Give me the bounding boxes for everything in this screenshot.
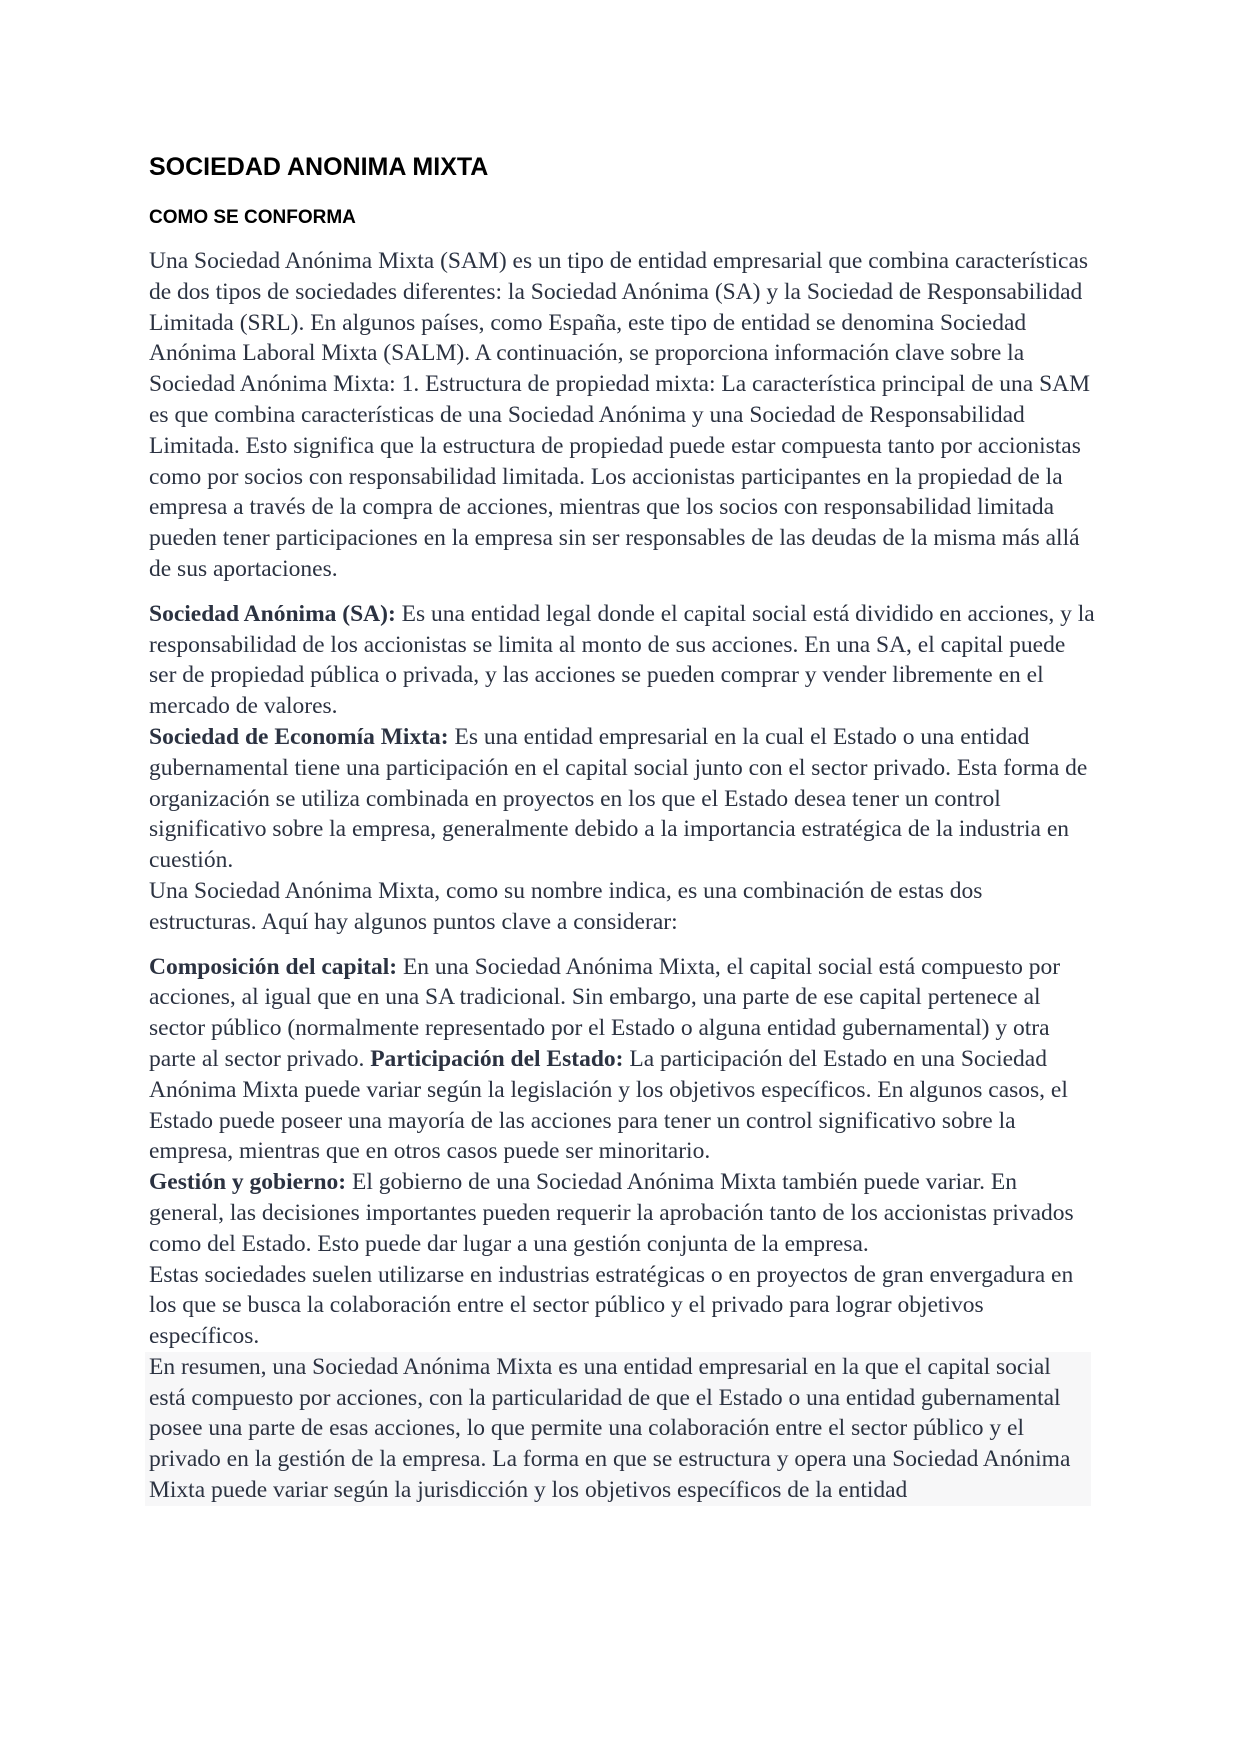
document-title: SOCIEDAD ANONIMA MIXTA [149, 153, 489, 181]
sa-text: Es una entidad legal donde el capital social está dividido en acciones, y la responsabilidad de los accionistas se limita al monto de sus acciones. En una SA, el capital puede ser de propiedad pública o privada, y las acciones se pueden comprar y vender libremente en el mercado de valores. [149, 600, 1095, 720]
document-body [149, 150, 1095, 1506]
spacer [149, 585, 1095, 599]
sa-paragraph [149, 599, 1095, 722]
management-paragraph [149, 1167, 1095, 1259]
intro-paragraph: Una Sociedad Anónima Mixta (SAM) es un tipo de entidad empresarial que combina características de dos tipos de sociedades diferentes: la Sociedad Anónima (SA) y la Sociedad de Responsabilidad Limitada (SRL). En algunos países, como España, este tipo de entidad se denomina Sociedad Anónima Laboral Mixta (SALM). A continuación, se proporciona información clave sobre la Sociedad Anónima Mixta: 1. Estructura de propiedad mixta: La característica principal de una SAM es que combina características de una Sociedad Anónima y una Sociedad de Responsabilidad Limitada. Esto significa que la estructura de propiedad puede estar compuesta tanto por accionistas como por socios con responsabilidad limitada. Los accionistas participantes en la propiedad de la empresa a través de la compra de acciones, mientras que los socios con responsabilidad limitada pueden tener participaciones en la empresa sin ser responsables de las deudas de la misma más allá de sus aportaciones. [149, 248, 1091, 582]
management-text: El gobierno de una Sociedad Anónima Mixta también puede variar. En general, las decisiones importantes pueden requerir la aprobación tanto de los accionistas privados como del Estado. Esto puede dar lugar a una gestión conjunta de la empresa. [149, 1169, 1074, 1257]
sa-label: Sociedad Anónima (SA): [149, 600, 396, 627]
state-participation-text: La participación del Estado en una Sociedad Anónima Mixta puede variar según la legislación y los objetivos específicos. En algunos casos, el Estado puede poseer una mayoría de las acciones para tener un control significativo sobre la empresa, mientras que en otros casos puede ser minoritario. [149, 1045, 1068, 1165]
capital-text: En una Sociedad Anónima Mixta, el capital social está compuesto por acciones, al igual que en una SA tradicional. Sin embargo, una parte de ese capital pertenece al sector público (normalmente representado por el Estado o alguna entidad gubernamental) y otra parte al sector privado. [149, 953, 1061, 1072]
spacer [149, 938, 1095, 952]
section-heading: COMO SE CONFORMA [149, 207, 356, 228]
sem-paragraph [149, 722, 1095, 876]
sem-text: Es una entidad empresarial en la cual el Estado o una entidad gubernamental tiene una participación en el capital social junto con el sector privado. Esta forma de organización se utiliza combinada en proyectos en los que el Estado desea tener un control significativo sobre la empresa, generalmente debido a la importancia estratégica de la industria en cuestión. [149, 723, 1088, 874]
combination-paragraph: Una Sociedad Anónima Mixta, como su nombre indica, es una combinación de estas dos estructuras. Aquí hay algunos puntos clave a considerar: [149, 877, 983, 935]
summary-paragraph: En resumen, una Sociedad Anónima Mixta es una entidad empresarial en la que el capital social está compuesto por acciones, con la particularidad de que el Estado o una entidad gubernamental posee una parte de esas acciones, lo que permite una colaboración entre el sector público y el privado en la gestión de la empresa. La forma en que se estructura y opera una Sociedad Anónima Mixta puede variar según la jurisdicción y los objetivos específicos de la entidad [145, 1352, 1091, 1506]
capital-label: Composición del capital: [149, 953, 398, 980]
industries-paragraph: Estas sociedades suelen utilizarse en industrias estratégicas o en proyectos de gran envergadura en los que se busca la colaboración entre el sector público y el privado para lograr objetivos específicos. [149, 1261, 1074, 1350]
capital-paragraph [149, 952, 1095, 1168]
sem-label: Sociedad de Economía Mixta: [149, 723, 449, 750]
management-label: Gestión y gobierno: [149, 1169, 347, 1196]
state-participation-label: Participación del Estado: [370, 1045, 624, 1072]
